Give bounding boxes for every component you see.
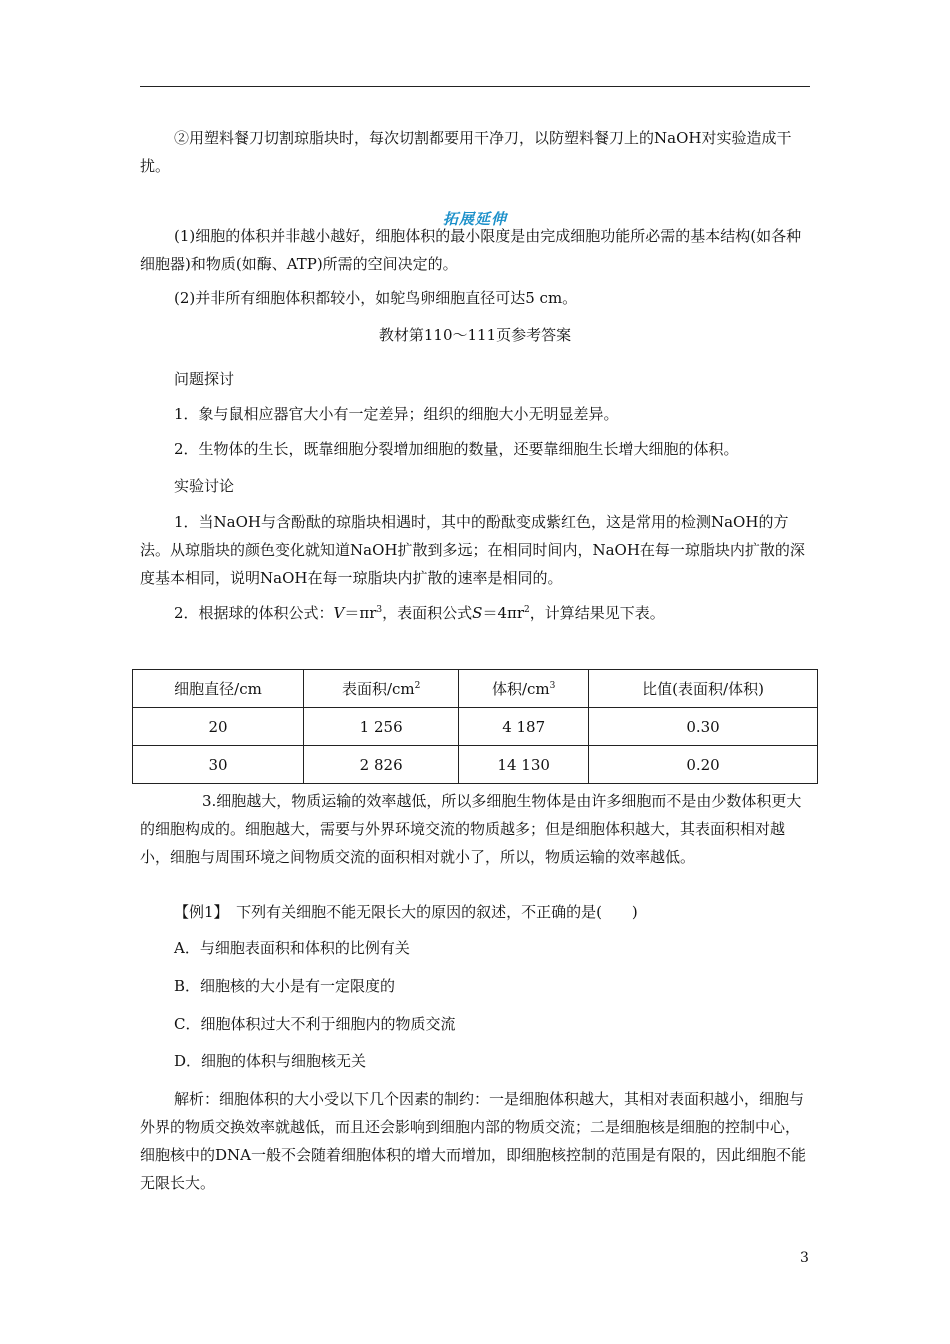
problem-item-2: 2．生物体的生长，既靠细胞分裂增加细胞的数量，还要靠细胞生长增大细胞的体积。 xyxy=(174,440,739,458)
volume-formula: ＝πr xyxy=(344,604,377,622)
experiment-item-2 xyxy=(140,599,810,627)
surface-exponent: 2 xyxy=(524,605,530,615)
table-cell: 4 187 xyxy=(459,708,589,746)
table-cell: 1 256 xyxy=(304,708,459,746)
table-cell: 30 xyxy=(133,746,304,784)
example-question-text: 下列有关细胞不能无限长大的原因的叙述，不正确的是( ) xyxy=(236,903,638,921)
formula-suffix: ，计算结果见下表。 xyxy=(529,604,665,622)
top-note: ②用塑料餐刀切割琼脂块时，每次切割都要用干净刀，以防塑料餐刀上的NaOH对实验造成干扰。 xyxy=(140,129,792,175)
section-title-experiment: 实验讨论 xyxy=(174,477,235,495)
example-tag: 【例1】 xyxy=(174,903,222,921)
section-title-problem: 问题探讨 xyxy=(174,370,235,388)
table-row xyxy=(133,746,818,784)
example-question xyxy=(140,898,810,926)
extension-item-2: (2)并非所有细胞体积都较小，如鸵鸟卵细胞直径可达5 cm。 xyxy=(174,289,578,307)
surface-formula: ＝4πr xyxy=(482,604,525,622)
option-b: B．细胞核的大小是有一定限度的 xyxy=(174,977,396,995)
table-header-row xyxy=(133,670,818,708)
answers-title: 教材第110～111页参考答案 xyxy=(378,326,572,344)
table-row xyxy=(133,708,818,746)
experiment-item-1: 1．当NaOH与含酚酞的琼脂块相遇时，其中的酚酞变成紫红色，这是常用的检测NaOH的方法。从琼脂块的颜色变化就知道NaOH扩散到多远；在相同时间内，NaOH在每一琼脂块内扩散的深度基本相同，说明NaOH在每一琼脂块内扩散的速率是相同的。 xyxy=(140,513,805,587)
table-cell: 0.20 xyxy=(589,746,818,784)
table-header-cell: 比值(表面积/体积) xyxy=(589,670,818,708)
extension-item-1: (1)细胞的体积并非越小越好，细胞体积的最小限度是由完成细胞功能所必需的基本结构(如各种细胞器)和物质(如酶、ATP)所需的空间决定的。 xyxy=(140,227,802,273)
extension-heading: 拓展延伸 xyxy=(442,210,507,228)
formula-intro: 2．根据球的体积公式： xyxy=(174,604,334,622)
option-c: C．细胞体积过大不利于细胞内的物质交流 xyxy=(174,1015,456,1033)
example-analysis: 解析：细胞体积的大小受以下几个因素的制约：一是细胞体积越大，其相对表面积越小，细胞与外界的物质交换效率就越低，而且还会影响到细胞内部的物质交流；二是细胞核是细胞的控制中心，细胞核中的DNA一般不会随着细胞体积的增大而增加，即细胞核控制的范围是有限的，因此细胞不能无限长大。 xyxy=(140,1090,806,1192)
table-header-cell: 细胞直径/cm xyxy=(133,670,304,708)
header-rule xyxy=(140,86,810,87)
option-d: D．细胞的体积与细胞核无关 xyxy=(174,1052,367,1070)
volume-symbol: V xyxy=(333,604,345,622)
problem-item-1: 1．象与鼠相应器官大小有一定差异；组织的细胞大小无明显差异。 xyxy=(174,405,619,423)
surface-symbol: S xyxy=(472,604,483,622)
page-number: 3 xyxy=(800,1250,809,1266)
volume-exponent: 3 xyxy=(376,605,383,615)
table-header-cell: 表面积$/cm^2$ xyxy=(304,670,459,708)
table-cell: 14 130 xyxy=(459,746,589,784)
formula-mid: ，表面积公式 xyxy=(382,604,473,622)
experiment-item-3: 3.细胞越大，物质运输的效率越低，所以多细胞生物体是由许多细胞而不是由少数体积更大的细胞构成的。细胞越大，需要与外界环境交流的物质越多；但是细胞体积越大，其表面积相对越小，细胞与周围环境之间物质交流的面积相对就小了，所以，物质运输的效率越低。 xyxy=(140,792,802,866)
table-header-cell: 体积$/cm^3$ xyxy=(459,670,589,708)
table-cell: 2 826 xyxy=(304,746,459,784)
table-cell: 0.30 xyxy=(589,708,818,746)
option-a: A．与细胞表面积和体积的比例有关 xyxy=(174,939,410,957)
results-table xyxy=(132,669,818,784)
table-cell: 20 xyxy=(133,708,304,746)
